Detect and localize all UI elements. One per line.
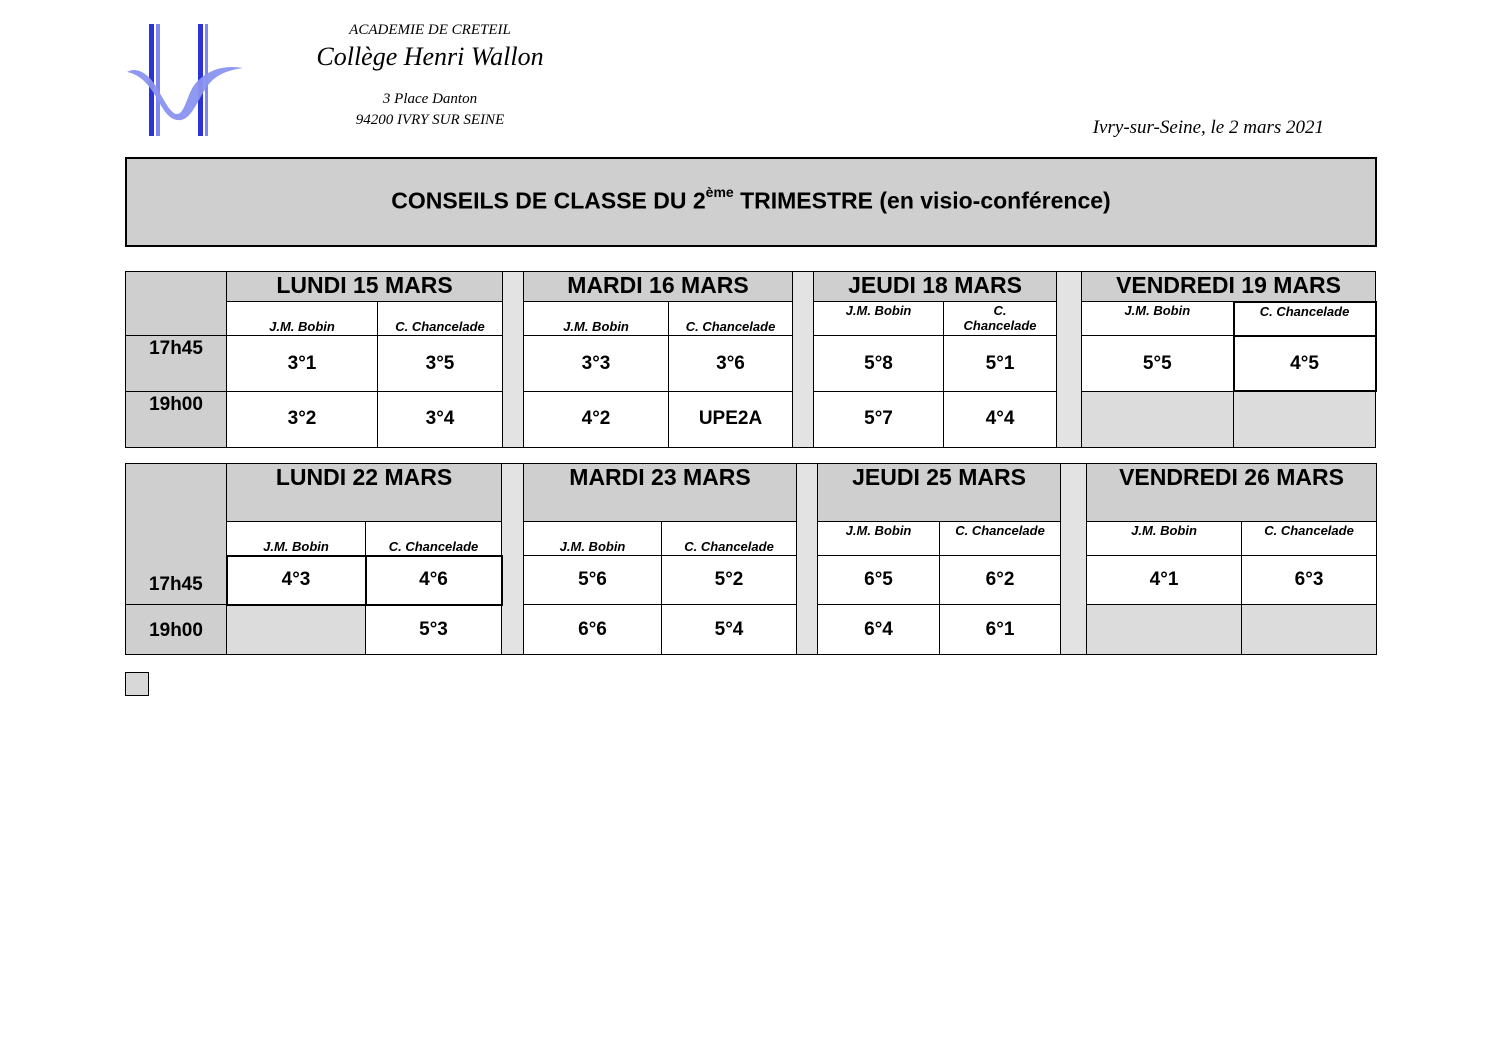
class-cell: 5°8 bbox=[814, 336, 944, 391]
teacher-label: J.M. Bobin bbox=[524, 522, 662, 556]
class-cell: 3°5 bbox=[378, 336, 503, 391]
teacher-label: J.M. Bobin bbox=[1087, 522, 1242, 556]
column-separator bbox=[797, 464, 818, 655]
class-cell: 6°1 bbox=[940, 605, 1061, 655]
day-header: VENDREDI 19 MARS bbox=[1082, 272, 1376, 302]
schedule-week-1 bbox=[125, 271, 1377, 448]
teacher-label: J.M. Bobin bbox=[814, 302, 944, 336]
day-header: MARDI 16 MARS bbox=[524, 272, 793, 302]
class-cell: 3°3 bbox=[524, 336, 669, 391]
class-cell: 5°1 bbox=[944, 336, 1057, 391]
empty-cell bbox=[1242, 605, 1377, 655]
empty-cell bbox=[1082, 391, 1234, 447]
day-header: MARDI 23 MARS bbox=[524, 464, 797, 522]
legend-swatch bbox=[125, 672, 149, 696]
class-cell: UPE2A bbox=[669, 391, 793, 447]
teacher-label: J.M. Bobin bbox=[1082, 302, 1234, 336]
class-cell: 6°2 bbox=[940, 556, 1061, 605]
class-cell: 5°4 bbox=[662, 605, 797, 655]
empty-cell bbox=[1234, 391, 1376, 447]
column-separator bbox=[1061, 464, 1087, 655]
column-separator bbox=[503, 272, 524, 448]
schedule-week-2 bbox=[125, 463, 1377, 655]
class-cell: 3°2 bbox=[227, 391, 378, 447]
teacher-label: J.M. Bobin bbox=[524, 302, 669, 336]
academie-name: ACADEMIE DE CRETEIL bbox=[349, 22, 511, 38]
day-header: LUNDI 15 MARS bbox=[227, 272, 503, 302]
day-header: JEUDI 25 MARS bbox=[818, 464, 1061, 522]
teacher-label: C. Chancelade bbox=[944, 302, 1057, 336]
column-separator bbox=[793, 272, 814, 448]
teacher-label: C. Chancelade bbox=[669, 302, 793, 336]
class-cell: 3°6 bbox=[669, 336, 793, 391]
class-cell: 5°5 bbox=[1082, 336, 1234, 391]
class-cell: 3°1 bbox=[227, 336, 378, 391]
class-cell: 6°5 bbox=[818, 556, 940, 605]
class-cell: 5°7 bbox=[814, 391, 944, 447]
class-cell: 5°2 bbox=[662, 556, 797, 605]
class-cell: 4°3 bbox=[227, 556, 366, 605]
page-title: CONSEILS DE CLASSE DU 2ème TRIMESTRE (en visio-conférence) bbox=[391, 184, 1111, 214]
teacher-label: C. Chancelade bbox=[366, 522, 502, 556]
teacher-label: C. Chancelade bbox=[1242, 522, 1377, 556]
column-separator bbox=[502, 464, 524, 655]
college-name: Collège Henri Wallon bbox=[316, 42, 544, 71]
class-cell: 4°5 bbox=[1234, 336, 1376, 391]
teacher-label: C. Chancelade bbox=[378, 302, 503, 336]
day-header: LUNDI 22 MARS bbox=[227, 464, 502, 522]
class-cell: 3°4 bbox=[378, 391, 503, 447]
time-header-blank bbox=[126, 272, 227, 336]
teacher-label: C. Chancelade bbox=[1234, 302, 1376, 336]
teacher-label: C. Chancelade bbox=[662, 522, 797, 556]
class-cell: 5°3 bbox=[366, 605, 502, 655]
time-label: 17h45 bbox=[126, 464, 227, 605]
class-cell: 6°4 bbox=[818, 605, 940, 655]
class-cell: 5°6 bbox=[524, 556, 662, 605]
empty-cell bbox=[1087, 605, 1242, 655]
column-separator bbox=[1057, 272, 1082, 448]
empty-cell bbox=[227, 605, 366, 655]
teacher-label: J.M. Bobin bbox=[227, 302, 378, 336]
time-label: 19h00 bbox=[126, 391, 227, 447]
address-line-2: 94200 IVRY SUR SEINE bbox=[355, 112, 505, 128]
day-header: JEUDI 18 MARS bbox=[814, 272, 1057, 302]
time-label: 17h45 bbox=[126, 336, 227, 391]
class-cell: 6°3 bbox=[1242, 556, 1377, 605]
title-box bbox=[125, 157, 1377, 247]
teacher-label: J.M. Bobin bbox=[818, 522, 940, 556]
time-label: 19h00 bbox=[126, 605, 227, 655]
college-logo bbox=[125, 22, 247, 138]
class-cell: 4°2 bbox=[524, 391, 669, 447]
class-cell: 4°6 bbox=[366, 556, 502, 605]
teacher-label: C. Chancelade bbox=[940, 522, 1061, 556]
date-line: Ivry-sur-Seine, le 2 mars 2021 bbox=[1092, 117, 1324, 138]
day-header: VENDREDI 26 MARS bbox=[1087, 464, 1377, 522]
class-cell: 6°6 bbox=[524, 605, 662, 655]
class-cell: 4°4 bbox=[944, 391, 1057, 447]
class-cell: 4°1 bbox=[1087, 556, 1242, 605]
teacher-label: J.M. Bobin bbox=[227, 522, 366, 556]
address-line-1: 3 Place Danton bbox=[382, 91, 478, 107]
